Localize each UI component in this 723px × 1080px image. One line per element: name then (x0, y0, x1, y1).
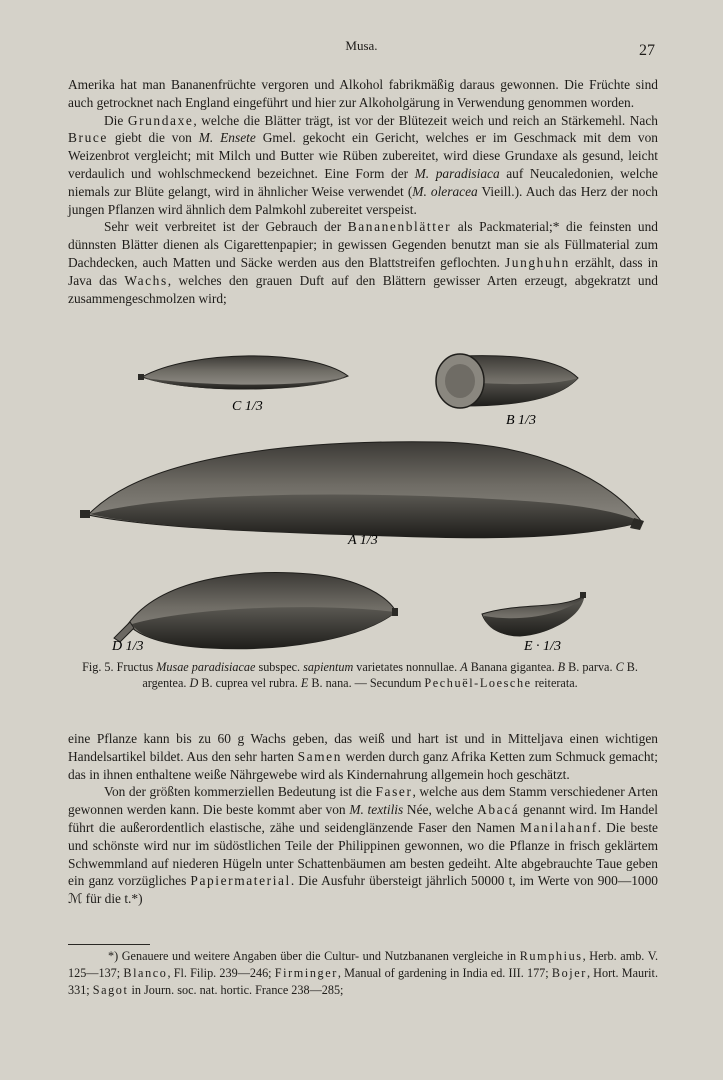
text-run: in Journ. soc. nat. hortic. France 238—285; (128, 983, 344, 997)
text-run: , Herb. amb. V. 125—137; (68, 949, 658, 980)
paragraph (68, 730, 658, 783)
text-run: erzählt, dass in Java das (68, 254, 658, 288)
text-run: Die (104, 112, 128, 128)
italic-text: M. Ensete (198, 130, 256, 146)
running-head: Musa. (345, 38, 378, 53)
label-c: C 1/3 (232, 399, 263, 414)
italic-text: B (557, 660, 566, 674)
label-b: B 1/3 (506, 413, 536, 428)
text-run: B. argentea. (142, 660, 638, 690)
text-run: Gmel. gekocht ein Gericht, welches er im Geschmack mit dem von Weizenbrot vergleicht; mit Milch und Butter wie Rüben zubereitet, wird diese Grundaxe als gesund, leicht verdaulich und wohlschmeckend bezeichnet. Eine Form der (68, 130, 658, 181)
banana-b (436, 354, 578, 408)
footnote-paragraph (68, 948, 658, 999)
text-run: Fig. 5. Fructus (82, 660, 157, 674)
text-run: , welches den grauen Duft auf den Blättern gewisser Arten erzeugt, abgekratzt und zusammengeschmolzen wird; (68, 272, 658, 306)
body-text-top (68, 76, 658, 307)
paragraph (68, 76, 658, 112)
text-run: , Fl. Filip. 239—246; (167, 966, 275, 980)
italic-text: M. oleracea (412, 183, 478, 199)
paragraph (68, 112, 658, 219)
spaced-text: Faser (375, 784, 413, 800)
text-run: , welche aus dem Stamm verschiedener Arten gewonnen werden kann. Die beste kommt aber von (68, 784, 658, 818)
banana-d (114, 573, 398, 649)
text-run: varietates nonnullae. (353, 660, 461, 674)
italic-text: Musae paradisiacae (156, 660, 256, 674)
spaced-text: Bojer (551, 966, 587, 980)
text-run: . Die beste und schönste wird nur im südöstlichen Teile der Philippinen gewonnen, wo die Pflanze in frisch geklärtem Schwemmland auf niederen Hügeln unter Schattenbäumen am besten gedeiht. Alte abgebrauchte Taue geben ein ganz vorzügliches (68, 819, 658, 889)
figure-caption (60, 659, 660, 691)
paragraph (68, 783, 658, 908)
figure-banana-fruits (60, 340, 670, 662)
text-run: , Manual of gardening in India ed. III. 177; (337, 966, 552, 980)
text-run: Vieill.). Auch das Herz der noch jungen Pflanzen wird ähnlich dem Palmkohl zubereitet verspeist. (68, 183, 658, 217)
text-run: subspec. (255, 660, 304, 674)
italic-text: A (460, 660, 468, 674)
spaced-text: Bruce (68, 130, 108, 146)
text-run: auf Neucaledonien, welche niemals zur Blüte gelangt, wird in ähnlicher Weise verwendet ( (68, 165, 658, 199)
text-run: Banana gigantea. (467, 660, 558, 674)
spaced-text: Blanco (123, 966, 168, 980)
text-run: B. cuprea vel rubra. (198, 676, 301, 690)
spaced-text: Samen (297, 748, 343, 764)
text-run: als Packmaterial;* die feinsten und dünnsten Blätter dienen als Cigarettenpapier; in gewissen Gegenden benutzt man sie als Füllmaterial zum Dachdecken, auch Matten und Säcke werden aus den Blattstreifen geflochten. (68, 219, 658, 270)
text-run: Amerika hat man Bananenfrüchte vergoren und Alkohol fabrikmäßig daraus gewonnen. Die Früchte sind auch getrocknet nach England eingeführt und hier zur Alkoholgärung in Verwendung genommen worden. (68, 77, 658, 110)
text-run: *) Genauere und weitere Angaben über die Cultur- und Nutzbananen vergleiche in (108, 949, 520, 963)
spaced-text: Wachs (124, 272, 168, 288)
footnote-rule (68, 944, 150, 945)
body-text-bottom (68, 730, 658, 908)
text-run: Née, welche (403, 802, 478, 818)
text-run: genannt wird. Im Handel führt die außerordentlich elastische, zähe und seidenglänzende Faser den Namen (68, 802, 658, 835)
spaced-text: Rumphius (519, 949, 583, 963)
italic-text: E (300, 676, 309, 690)
text-run: B. parva. (565, 660, 616, 674)
italic-text: sapientum (303, 660, 354, 674)
text-run: giebt die von (107, 130, 199, 146)
spaced-text: Bananenblätter (347, 219, 452, 235)
text-run: , Hort. Maurit. 331; (68, 966, 658, 997)
label-e: E · 1/3 (524, 639, 561, 654)
spaced-text: Abacá (477, 802, 520, 818)
text-run: werden durch ganz Afrika Ketten zum Schmuck gemacht; das in ihnen enthaltene weiße Nährgewebe wird als Kindernahrung allgemein hoch geschätzt. (68, 748, 658, 782)
label-a: A 1/3 (348, 533, 378, 548)
spaced-text: Papiermaterial (190, 873, 291, 889)
text-run: eine Pflanze kann bis zu 60 g Wachs geben, das weiß und hart ist und in Mitteljava einen wichtigen Handelsartikel bildet. Aus den sehr harten (68, 731, 658, 764)
spaced-text: Manilahanf (520, 819, 598, 835)
spaced-text: Firminger (274, 966, 338, 980)
spaced-text: Junghuhn (504, 254, 570, 270)
footnote (68, 948, 658, 999)
paragraph (68, 218, 658, 307)
italic-text: M. textilis (349, 802, 404, 818)
spaced-text: Pechuël-Loesche (424, 676, 532, 690)
banana-illustration (60, 340, 670, 662)
text-run: , welche die Blätter trägt, ist vor der Blütezeit weich und reich an Stärkemehl. Nach (193, 112, 658, 128)
banana-c (138, 356, 348, 390)
italic-text: C (615, 660, 624, 674)
italic-text: M. paradisiaca (414, 165, 500, 181)
page-number: 27 (639, 42, 655, 59)
italic-text: D (189, 676, 199, 690)
text-run: . Die Ausfuhr übersteigt jährlich 50000 t, im Werte von 900—1000 ℳ für die t.*) (68, 873, 658, 907)
text-run: Sehr weit verbreitet ist der Gebrauch der (104, 219, 348, 235)
text-run: reiterata. (531, 676, 578, 690)
banana-a (80, 442, 644, 538)
spaced-text: Sagot (92, 983, 129, 997)
text-run: B. nana. — Secundum (308, 676, 425, 690)
label-d: D 1/3 (112, 639, 144, 654)
banana-e (482, 592, 586, 636)
spaced-text: Grundaxe (127, 112, 194, 128)
text-run: Von der größten kommerziellen Bedeutung ist die (104, 784, 376, 800)
